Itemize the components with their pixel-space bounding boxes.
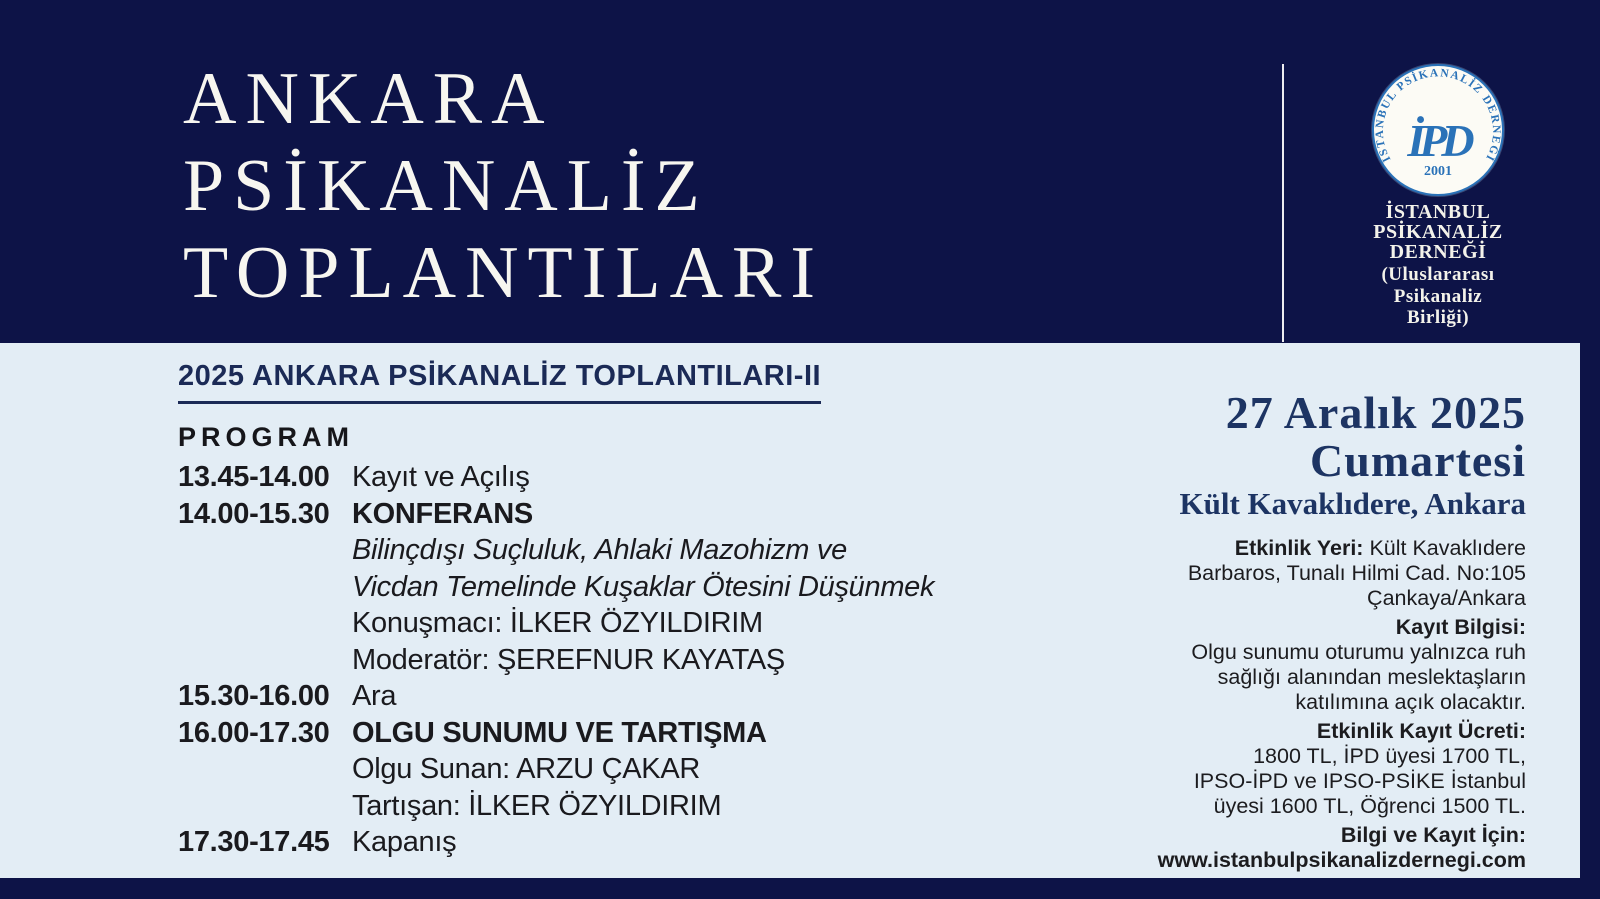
venue-inline: Kült Kavaklıdere bbox=[1363, 536, 1526, 560]
logo-year: 2001 bbox=[1424, 164, 1452, 179]
venue-line-1: Barbaros, Tunalı Hilmi Cad. No:105 bbox=[1187, 561, 1526, 585]
program-discussant: Tartışan: İLKER ÖZYILDIRIM bbox=[352, 789, 722, 822]
event-day: Cumartesi bbox=[1310, 435, 1526, 486]
program-moderator: Moderatör: ŞEREFNUR KAYATAŞ bbox=[352, 643, 785, 676]
program-row-case-presentation bbox=[178, 715, 1078, 752]
program-speaker: Konuşmacı: İLKER ÖZYILDIRIM bbox=[352, 607, 763, 639]
fee-paragraph bbox=[1046, 719, 1526, 819]
event-location: Kült Kavaklıdere, Ankara bbox=[1179, 486, 1526, 521]
registration-line-2: sağlığı alanından meslektaşların bbox=[1217, 665, 1526, 689]
affil-line-1: (Uluslararası bbox=[1381, 264, 1495, 285]
program-label: Ara bbox=[352, 680, 397, 712]
program-time: 14.00-15.30 bbox=[178, 497, 330, 530]
affil-line-3: Birliği) bbox=[1406, 307, 1470, 328]
fee-line-2: IPSO-İPD ve IPSO-PSİKE İstanbul bbox=[1193, 769, 1526, 793]
contact-label: Bilgi ve Kayıt İçin: bbox=[1340, 823, 1526, 847]
contact-paragraph bbox=[1046, 823, 1526, 873]
bottom-accent-bar bbox=[0, 878, 1600, 899]
organization-name bbox=[1308, 202, 1568, 262]
website-url: www.istanbulpsikanalizdernegi.com bbox=[1157, 848, 1526, 872]
event-info-column bbox=[1046, 388, 1526, 873]
venue-label: Etkinlik Yeri: bbox=[1234, 536, 1364, 560]
program-time: 13.45-14.00 bbox=[178, 461, 330, 493]
poster-title bbox=[183, 56, 824, 317]
program-row-break bbox=[178, 678, 1078, 715]
venue-line-2: Çankaya/Ankara bbox=[1367, 586, 1526, 610]
ipd-logo bbox=[1368, 60, 1508, 200]
program-row-conference bbox=[178, 496, 1078, 533]
masthead-band bbox=[0, 0, 1600, 343]
program-row-registration bbox=[178, 459, 1078, 496]
venue-paragraph bbox=[1046, 536, 1526, 611]
org-line-1: İSTANBUL bbox=[1385, 201, 1491, 223]
fee-line-3: üyesi 1600 TL, Öğrenci 1500 TL. bbox=[1213, 794, 1526, 818]
program-title: PROGRAM bbox=[178, 422, 354, 452]
registration-line-3: katılımına açık olacaktır. bbox=[1295, 690, 1526, 714]
program-talk-title-line-2: Vicdan Temelinde Kuşaklar Ötesini Düşünmek bbox=[352, 570, 935, 603]
poster-title-line-1: ANKARA bbox=[183, 58, 554, 140]
org-line-3: DERNEĞİ bbox=[1389, 241, 1487, 263]
program-label: KONFERANS bbox=[352, 497, 533, 530]
program-time: 16.00-17.30 bbox=[178, 716, 330, 749]
program-presenter: Olgu Sunan: ARZU ÇAKAR bbox=[352, 753, 700, 785]
vertical-divider bbox=[1282, 64, 1284, 342]
poster-title-line-3: TOPLANTILARI bbox=[183, 232, 825, 314]
program-row-closing bbox=[178, 824, 1078, 861]
org-line-2: PSİKANALİZ bbox=[1373, 221, 1503, 243]
logo-ring-text: İSTANBUL PSİKANALİZ DERNEĞİ bbox=[1373, 67, 1503, 164]
program-label: Kapanış bbox=[352, 826, 457, 858]
registration-paragraph bbox=[1046, 615, 1526, 715]
program-heading: 2025 ANKARA PSİKANALİZ TOPLANTILARI-II bbox=[178, 360, 821, 404]
event-details bbox=[1046, 536, 1526, 873]
poster-title-line-2: PSİKANALİZ bbox=[183, 145, 709, 227]
program-label: Kayıt ve Açılış bbox=[352, 461, 530, 493]
program-time: 15.30-16.00 bbox=[178, 680, 330, 712]
fee-line-1: 1800 TL, İPD üyesi 1700 TL, bbox=[1253, 744, 1526, 768]
program-list bbox=[178, 459, 1078, 861]
event-date: 27 Aralık 2025 bbox=[1225, 387, 1526, 438]
logo-monogram: İPD bbox=[1407, 115, 1469, 166]
program-time: 17.30-17.45 bbox=[178, 826, 330, 858]
right-edge-accent-bar bbox=[1580, 343, 1600, 878]
organization-affiliation bbox=[1308, 264, 1568, 329]
registration-label: Kayıt Bilgisi: bbox=[1395, 615, 1526, 639]
affil-line-2: Psikanaliz bbox=[1393, 285, 1483, 307]
registration-line-1: Olgu sunumu oturumu yalnızca ruh bbox=[1191, 640, 1526, 664]
program-talk-title-line-1: Bilinçdışı Suçluluk, Ahlaki Mazohizm ve bbox=[352, 534, 847, 566]
fee-label: Etkinlik Kayıt Ücreti: bbox=[1316, 719, 1526, 743]
program-label: OLGU SUNUMU VE TARTIŞMA bbox=[352, 716, 767, 749]
